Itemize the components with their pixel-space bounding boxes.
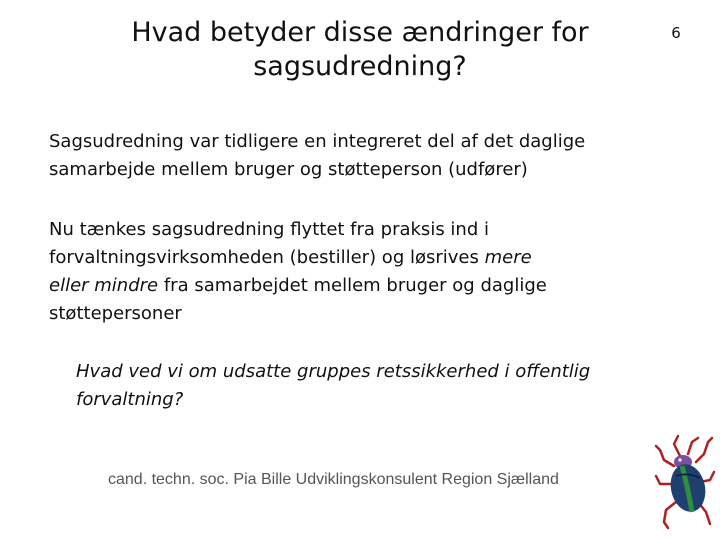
footer-credit: cand. techn. soc. Pia Bille Udviklingskonsulent Region Sjælland — [108, 471, 559, 488]
title-line-1: Hvad betyder disse ændringer for — [131, 17, 589, 48]
text-run: forvaltningsvirksomheden (bestiller) og løsrives — [49, 247, 485, 268]
title-line-2: sagsudredning? — [253, 51, 467, 82]
paragraph-line: Sagsudredning var tidligere en integreret del af det daglige — [49, 131, 586, 152]
paragraph-line: Nu tænkes sagsudredning flyttet fra praksis ind i — [49, 219, 489, 240]
paragraph-line: støttepersoner — [49, 303, 182, 324]
paragraph-new-practice — [49, 216, 669, 328]
emphasis-text: mere — [484, 247, 532, 268]
paragraph-question — [76, 358, 696, 414]
text-run: fra samarbejdet mellem bruger og daglige — [158, 275, 547, 296]
paragraph-line: Hvad ved vi om udsatte gruppes retssikkerhed i offentlig — [76, 361, 591, 382]
paragraph-line: samarbejde mellem bruger og støtteperson (udfører) — [49, 159, 528, 180]
paragraph-line — [49, 272, 669, 300]
slide-title — [90, 16, 630, 84]
paragraph-former-practice — [49, 128, 669, 184]
paragraph-line — [49, 244, 669, 272]
paragraph-line: forvaltning? — [76, 389, 184, 410]
beetle-icon — [652, 432, 718, 532]
page-number: 6 — [671, 24, 681, 42]
emphasis-text: eller mindre — [49, 275, 159, 296]
